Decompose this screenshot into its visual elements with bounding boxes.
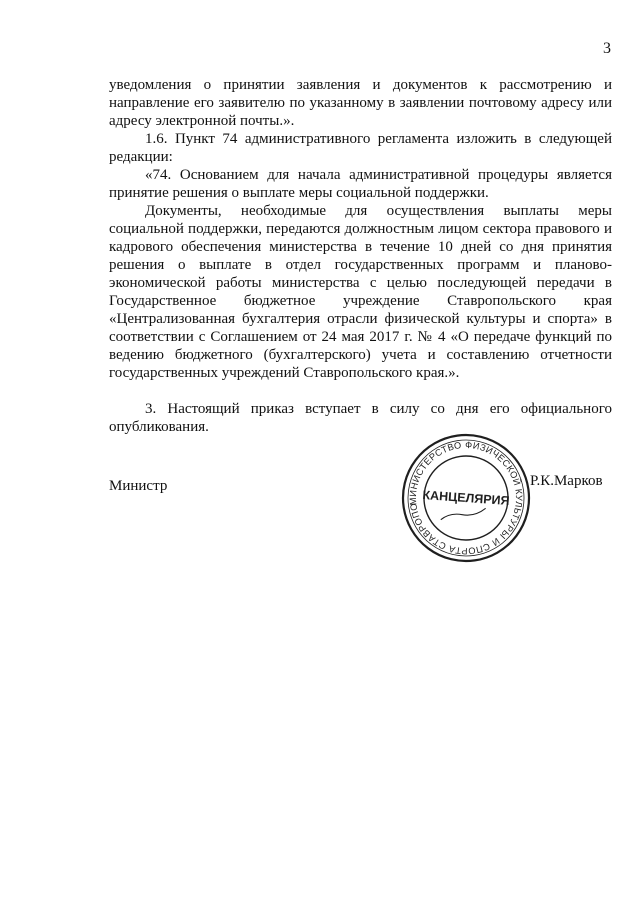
stamp-ring-text: МИНИСТЕРСТВО ФИЗИЧЕСКОЙ КУЛЬТУРЫ И СПОРТА СТАВРОПОЛЬСКОГО: [407, 439, 525, 557]
signature-title: Министр: [109, 478, 168, 494]
paragraph-continuation: уведомления о принятии заявления и документов к рассмотрению и направление его заявителю по указанному в заявлении почтовому адресу или адресу электронной почты.».: [109, 77, 612, 129]
stamp-center-text: КАНЦЕЛЯРИЯ: [422, 487, 510, 509]
paragraph-quoted-74: «74. Основанием для начала административной процедуры является принятие решения о выплате меры социальной поддержки.: [109, 167, 612, 201]
official-stamp: [400, 432, 532, 564]
paragraph-item-1-6: 1.6. Пункт 74 административного регламента изложить в следующей редакции:: [109, 131, 612, 165]
document-body: [109, 76, 612, 436]
signature-name: Р.К.Марков: [530, 473, 603, 489]
page-number: 3: [603, 40, 611, 57]
stamp-graphic: [400, 432, 532, 564]
paragraph-documents: Документы, необходимые для осуществления выплаты меры социальной поддержки, передаются должностным лицом сектора правового и кадрового обеспечения министерства в течение 10 дней со дня принятия решения о выплате в отдел государственных программ и планово-экономической работы министерства с целью последующей передачи в Государственное бюджетное учреждение Ставропольского края «Централизованная бухгалтерия отрасли физической культуры и спорта» в соответствии с Соглашением от 24 мая 2017 г. № 4 «О передаче функций по ведению бюджетного (бухгалтерского) учета и составлению отчетности государственных учреждений Ставропольского края.».: [109, 203, 612, 381]
paragraph-item-3: 3. Настоящий приказ вступает в силу со дня его официального опубликования.: [109, 401, 612, 435]
